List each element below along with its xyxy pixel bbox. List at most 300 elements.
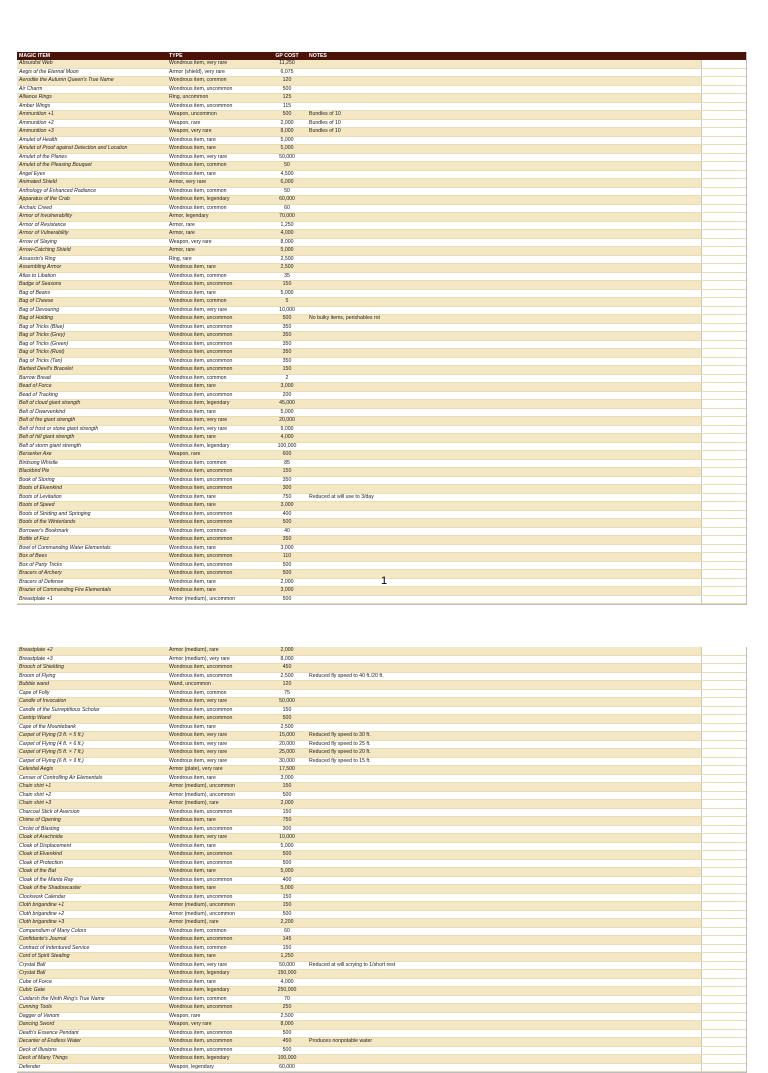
- item-name-cell: Carpet of Flying (4 ft. × 6 ft.): [17, 740, 167, 749]
- gp-cost-cell: 2,500: [267, 264, 307, 273]
- table-row: [17, 391, 746, 400]
- gp-cost-cell: 3,000: [267, 502, 307, 511]
- notes-cell: [307, 808, 701, 817]
- gp-cost-cell: 500: [267, 595, 307, 604]
- spacer-cell: [701, 953, 746, 962]
- spacer-cell: [701, 851, 746, 860]
- gp-cost-cell: 350: [267, 536, 307, 545]
- item-name-cell: Ammunition +1: [17, 111, 167, 120]
- gp-cost-cell: 5,000: [267, 408, 307, 417]
- table-row: [17, 153, 746, 162]
- table-row: [17, 459, 746, 468]
- item-name-cell: Bag of Devouring: [17, 306, 167, 315]
- header-magic-item: MAGIC ITEM: [17, 52, 167, 60]
- spacer-cell: [701, 417, 746, 426]
- item-name-cell: Breastplate +2: [17, 647, 167, 655]
- notes-cell: [307, 791, 701, 800]
- item-type-cell: Wondrous item, very rare: [167, 425, 267, 434]
- gp-cost-cell: 3,000: [267, 383, 307, 392]
- notes-cell: [307, 332, 701, 341]
- notes-cell: Reduced at will use to 3/day: [307, 493, 701, 502]
- item-type-cell: Wondrous item, uncommon: [167, 715, 267, 724]
- notes-cell: [307, 323, 701, 332]
- notes-cell: [307, 281, 701, 290]
- item-name-cell: Assembling Armor: [17, 264, 167, 273]
- item-type-cell: Wondrous item, common: [167, 204, 267, 213]
- item-type-cell: Wondrous item, rare: [167, 953, 267, 962]
- notes-cell: [307, 868, 701, 877]
- item-name-cell: Arrow of Slaying: [17, 238, 167, 247]
- gp-cost-cell: 500: [267, 791, 307, 800]
- spacer-cell: [701, 476, 746, 485]
- item-name-cell: Belt of hill giant strength: [17, 434, 167, 443]
- notes-cell: [307, 374, 701, 383]
- item-type-cell: Weapon, very rare: [167, 128, 267, 137]
- spacer-cell: [701, 408, 746, 417]
- spacer-cell: [701, 221, 746, 230]
- table-row: [17, 68, 746, 77]
- notes-cell: [307, 919, 701, 928]
- spacer-cell: [701, 910, 746, 919]
- item-type-cell: Wondrous item, common: [167, 689, 267, 698]
- item-name-cell: Cloak of Displacement: [17, 842, 167, 851]
- item-name-cell: Belt of Dwarvenkind: [17, 408, 167, 417]
- spacer-cell: [701, 111, 746, 120]
- gp-cost-cell: 350: [267, 323, 307, 332]
- spacer-cell: [701, 204, 746, 213]
- item-type-cell: Wondrous item, uncommon: [167, 391, 267, 400]
- item-type-cell: Wondrous item, uncommon: [167, 851, 267, 860]
- item-type-cell: Wondrous item, uncommon: [167, 332, 267, 341]
- table-row: [17, 681, 746, 690]
- notes-cell: [307, 272, 701, 281]
- table-row: [17, 179, 746, 188]
- table-row: [17, 757, 746, 766]
- gp-cost-cell: 500: [267, 315, 307, 324]
- item-name-cell: Amulet of the Planes: [17, 153, 167, 162]
- gp-cost-cell: 17,500: [267, 766, 307, 775]
- gp-cost-cell: 4,500: [267, 170, 307, 179]
- notes-cell: [307, 655, 701, 664]
- table-row: [17, 230, 746, 239]
- notes-cell: [307, 153, 701, 162]
- gp-cost-cell: 300: [267, 485, 307, 494]
- item-type-cell: Wand, uncommon: [167, 681, 267, 690]
- notes-cell: [307, 102, 701, 111]
- spacer-cell: [701, 715, 746, 724]
- gp-cost-cell: 4,000: [267, 434, 307, 443]
- spacer-cell: [701, 400, 746, 409]
- table-row: [17, 808, 746, 817]
- gp-cost-cell: 150: [267, 468, 307, 477]
- notes-cell: [307, 145, 701, 154]
- item-name-cell: Cuidarsh the Ninth Ring's True Name: [17, 995, 167, 1004]
- item-name-cell: Breastplate +3: [17, 655, 167, 664]
- gp-cost-cell: 8,000: [267, 238, 307, 247]
- item-name-cell: Box of Bees: [17, 553, 167, 562]
- gp-cost-cell: 5,000: [267, 136, 307, 145]
- item-type-cell: Wondrous item, rare: [167, 502, 267, 511]
- item-name-cell: Boots of Speed: [17, 502, 167, 511]
- item-name-cell: Cubic Gate: [17, 987, 167, 996]
- table-row: [17, 476, 746, 485]
- notes-cell: Produces nonpotable water: [307, 1038, 701, 1047]
- spacer-cell: [701, 740, 746, 749]
- notes-cell: [307, 196, 701, 205]
- item-name-cell: Bead of Tracking: [17, 391, 167, 400]
- gp-cost-cell: 500: [267, 561, 307, 570]
- notes-cell: [307, 306, 701, 315]
- table-row: [17, 111, 746, 120]
- spacer-cell: [701, 723, 746, 732]
- table-row: [17, 740, 746, 749]
- gp-cost-cell: 2,500: [267, 255, 307, 264]
- header-spacer: [701, 52, 746, 60]
- table-row: [17, 791, 746, 800]
- item-name-cell: Amber Wings: [17, 102, 167, 111]
- notes-cell: [307, 502, 701, 511]
- page-number: 1: [380, 575, 388, 587]
- spacer-cell: [701, 485, 746, 494]
- item-type-cell: Wondrous item, legendary: [167, 442, 267, 451]
- table-row: [17, 272, 746, 281]
- item-type-cell: Wondrous item, rare: [167, 289, 267, 298]
- item-type-cell: Wondrous item, very rare: [167, 757, 267, 766]
- gp-cost-cell: 60,000: [267, 1063, 307, 1072]
- header-gp-cost: GP COST: [267, 52, 307, 60]
- spacer-cell: [701, 179, 746, 188]
- table-row: [17, 961, 746, 970]
- table-row: [17, 944, 746, 953]
- gp-cost-cell: 2,500: [267, 723, 307, 732]
- item-name-cell: Chain shirt +3: [17, 800, 167, 809]
- spacer-cell: [701, 349, 746, 358]
- item-type-cell: Wondrous item, rare: [167, 978, 267, 987]
- item-name-cell: Anthology of Enhanced Radiance: [17, 187, 167, 196]
- item-name-cell: Bag of Tricks (Grey): [17, 332, 167, 341]
- item-type-cell: Armor (shield), very rare: [167, 68, 267, 77]
- notes-cell: [307, 170, 701, 179]
- gp-cost-cell: 150: [267, 902, 307, 911]
- notes-cell: [307, 519, 701, 528]
- table-row: [17, 851, 746, 860]
- spacer-cell: [701, 502, 746, 511]
- item-type-cell: Wondrous item, uncommon: [167, 553, 267, 562]
- item-type-cell: Wondrous item, uncommon: [167, 1038, 267, 1047]
- gp-cost-cell: 100,000: [267, 442, 307, 451]
- gp-cost-cell: 1,250: [267, 221, 307, 230]
- spacer-cell: [701, 255, 746, 264]
- spacer-cell: [701, 664, 746, 673]
- item-name-cell: Dancing Sword: [17, 1021, 167, 1030]
- table-row: [17, 1004, 746, 1013]
- item-type-cell: Wondrous item, common: [167, 162, 267, 171]
- table-row: [17, 587, 746, 596]
- item-name-cell: Ammunition +3: [17, 128, 167, 137]
- gp-cost-cell: 30,000: [267, 757, 307, 766]
- table-body: [17, 647, 746, 1072]
- table-row: [17, 749, 746, 758]
- notes-cell: [307, 1012, 701, 1021]
- item-type-cell: Wondrous item, very rare: [167, 153, 267, 162]
- item-type-cell: Armor (medium), uncommon: [167, 791, 267, 800]
- notes-cell: [307, 179, 701, 188]
- item-name-cell: Book of Storing: [17, 476, 167, 485]
- item-name-cell: Cape of the Mountebank: [17, 723, 167, 732]
- table-row: [17, 715, 746, 724]
- item-name-cell: Ammunition +2: [17, 119, 167, 128]
- spacer-cell: [701, 434, 746, 443]
- spacer-cell: [701, 162, 746, 171]
- item-type-cell: Wondrous item, rare: [167, 264, 267, 273]
- spacer-cell: [701, 1004, 746, 1013]
- spacer-cell: [701, 834, 746, 843]
- gp-cost-cell: 60,000: [267, 196, 307, 205]
- table-row: [17, 970, 746, 979]
- table-row: [17, 298, 746, 307]
- gp-cost-cell: 11,250: [267, 60, 307, 68]
- item-type-cell: Wondrous item, uncommon: [167, 519, 267, 528]
- item-type-cell: Weapon, legendary: [167, 1063, 267, 1072]
- gp-cost-cell: 250,000: [267, 987, 307, 996]
- gp-cost-cell: 10,000: [267, 306, 307, 315]
- spacer-cell: [701, 85, 746, 94]
- spacer-cell: [701, 876, 746, 885]
- table-row: [17, 442, 746, 451]
- notes-cell: [307, 383, 701, 392]
- notes-cell: [307, 544, 701, 553]
- gp-cost-cell: 5,000: [267, 145, 307, 154]
- item-table-page-1: [17, 52, 747, 605]
- spacer-cell: [701, 783, 746, 792]
- table-row: [17, 332, 746, 341]
- item-type-cell: Wondrous item, rare: [167, 136, 267, 145]
- table-row: [17, 723, 746, 732]
- item-name-cell: Breastplate +1: [17, 595, 167, 604]
- spacer-cell: [701, 383, 746, 392]
- item-type-cell: Armor (medium), rare: [167, 800, 267, 809]
- notes-cell: [307, 357, 701, 366]
- notes-cell: Bundles of 10: [307, 119, 701, 128]
- item-name-cell: Decanter of Endless Water: [17, 1038, 167, 1047]
- spacer-cell: [701, 944, 746, 953]
- item-type-cell: Wondrous item, rare: [167, 885, 267, 894]
- gp-cost-cell: 600: [267, 451, 307, 460]
- gp-cost-cell: 350: [267, 332, 307, 341]
- table-row: [17, 868, 746, 877]
- item-name-cell: Confidante's Journal: [17, 936, 167, 945]
- notes-cell: [307, 366, 701, 375]
- table-row: [17, 485, 746, 494]
- item-name-cell: Defender: [17, 1063, 167, 1072]
- item-name-cell: Bowl of Commanding Water Elementals: [17, 544, 167, 553]
- spacer-cell: [701, 357, 746, 366]
- table-row: [17, 936, 746, 945]
- item-name-cell: Assassin's Ring: [17, 255, 167, 264]
- spacer-cell: [701, 340, 746, 349]
- table-row: [17, 417, 746, 426]
- notes-cell: [307, 987, 701, 996]
- item-type-cell: Wondrous item, rare: [167, 544, 267, 553]
- item-name-cell: Cloth brigandine +1: [17, 902, 167, 911]
- table-row: [17, 128, 746, 137]
- gp-cost-cell: 75: [267, 689, 307, 698]
- gp-cost-cell: 500: [267, 1046, 307, 1055]
- spacer-cell: [701, 868, 746, 877]
- gp-cost-cell: 200: [267, 391, 307, 400]
- item-name-cell: Alliance Rings: [17, 94, 167, 103]
- table-row: [17, 1029, 746, 1038]
- gp-cost-cell: 145: [267, 936, 307, 945]
- spacer-cell: [701, 264, 746, 273]
- gp-cost-cell: 300: [267, 825, 307, 834]
- table-row: [17, 187, 746, 196]
- spacer-cell: [701, 102, 746, 111]
- header-notes: NOTES: [307, 52, 701, 60]
- item-table-page-2: [17, 647, 747, 1073]
- item-name-cell: Cape of Folly: [17, 689, 167, 698]
- table-row: [17, 136, 746, 145]
- item-type-cell: Wondrous item, rare: [167, 170, 267, 179]
- spacer-cell: [701, 842, 746, 851]
- notes-cell: [307, 681, 701, 690]
- notes-cell: Reduced at will scrying to 1/short rest: [307, 961, 701, 970]
- spacer-cell: [701, 544, 746, 553]
- gp-cost-cell: 50,000: [267, 961, 307, 970]
- table-row: [17, 349, 746, 358]
- gp-cost-cell: 2,000: [267, 647, 307, 655]
- spacer-cell: [701, 919, 746, 928]
- spacer-cell: [701, 332, 746, 341]
- spacer-cell: [701, 817, 746, 826]
- item-type-cell: Wondrous item, uncommon: [167, 349, 267, 358]
- table-row: [17, 425, 746, 434]
- spacer-cell: [701, 153, 746, 162]
- spacer-cell: [701, 927, 746, 936]
- item-type-cell: Armor, rare: [167, 221, 267, 230]
- item-name-cell: Cloak of Arachnida: [17, 834, 167, 843]
- gp-cost-cell: 110: [267, 553, 307, 562]
- spacer-cell: [701, 425, 746, 434]
- table-row: [17, 987, 746, 996]
- item-type-cell: Wondrous item, legendary: [167, 196, 267, 205]
- spacer-cell: [701, 978, 746, 987]
- notes-cell: [307, 451, 701, 460]
- notes-cell: [307, 800, 701, 809]
- table-row: [17, 834, 746, 843]
- table-row: [17, 519, 746, 528]
- item-name-cell: Cloak of the Manta Ray: [17, 876, 167, 885]
- item-name-cell: Cloth brigandine +2: [17, 910, 167, 919]
- notes-cell: [307, 970, 701, 979]
- item-type-cell: Armor, legendary: [167, 213, 267, 222]
- spacer-cell: [701, 1038, 746, 1047]
- gp-cost-cell: 500: [267, 851, 307, 860]
- item-name-cell: Carpet of Flying (3 ft. × 5 ft.): [17, 732, 167, 741]
- item-name-cell: Borrower's Bookmark: [17, 527, 167, 536]
- table-row: [17, 493, 746, 502]
- notes-cell: [307, 459, 701, 468]
- item-name-cell: Cantrip Wand: [17, 715, 167, 724]
- spacer-cell: [701, 1046, 746, 1055]
- item-type-cell: Armor (medium), very rare: [167, 655, 267, 664]
- notes-cell: No bulky items, perishables rot: [307, 315, 701, 324]
- notes-cell: [307, 247, 701, 256]
- table-row: [17, 374, 746, 383]
- table-row: [17, 1038, 746, 1047]
- item-name-cell: Atlas to Libation: [17, 272, 167, 281]
- spacer-cell: [701, 553, 746, 562]
- gp-cost-cell: 6,075: [267, 68, 307, 77]
- item-name-cell: Chain shirt +1: [17, 783, 167, 792]
- table-row: [17, 357, 746, 366]
- spacer-cell: [701, 451, 746, 460]
- item-type-cell: Wondrous item, rare: [167, 145, 267, 154]
- notes-cell: [307, 706, 701, 715]
- gp-cost-cell: 500: [267, 1029, 307, 1038]
- gp-cost-cell: 35: [267, 272, 307, 281]
- gp-cost-cell: 2,000: [267, 578, 307, 587]
- spacer-cell: [701, 170, 746, 179]
- table-row: [17, 451, 746, 460]
- item-name-cell: Deck of Many Things: [17, 1055, 167, 1064]
- notes-cell: [307, 425, 701, 434]
- item-name-cell: Badge of Seasons: [17, 281, 167, 290]
- spacer-cell: [701, 68, 746, 77]
- spacer-cell: [701, 800, 746, 809]
- header-type: TYPE: [167, 52, 267, 60]
- notes-cell: Reduced fly speed to 15 ft.: [307, 757, 701, 766]
- gp-cost-cell: 500: [267, 570, 307, 579]
- item-name-cell: Birdsong Whistle: [17, 459, 167, 468]
- notes-cell: [307, 723, 701, 732]
- item-type-cell: Wondrous item, uncommon: [167, 936, 267, 945]
- notes-cell: [307, 255, 701, 264]
- spacer-cell: [701, 749, 746, 758]
- item-type-cell: Wondrous item, uncommon: [167, 561, 267, 570]
- table-row: [17, 553, 746, 562]
- gp-cost-cell: 450: [267, 664, 307, 673]
- item-type-cell: Wondrous item, uncommon: [167, 1046, 267, 1055]
- spacer-cell: [701, 893, 746, 902]
- notes-cell: [307, 1029, 701, 1038]
- item-type-cell: Wondrous item, uncommon: [167, 893, 267, 902]
- item-name-cell: Bottle of Fizz: [17, 536, 167, 545]
- gp-cost-cell: 60: [267, 204, 307, 213]
- table-row: [17, 408, 746, 417]
- table-row: [17, 434, 746, 443]
- item-name-cell: Cloak of Protection: [17, 859, 167, 868]
- notes-cell: [307, 349, 701, 358]
- gp-cost-cell: 350: [267, 349, 307, 358]
- spacer-cell: [701, 60, 746, 68]
- spacer-cell: [701, 366, 746, 375]
- table-row: [17, 910, 746, 919]
- notes-cell: [307, 408, 701, 417]
- item-name-cell: Belt of frost or stone giant strength: [17, 425, 167, 434]
- table-row: [17, 340, 746, 349]
- notes-cell: [307, 238, 701, 247]
- item-type-cell: Wondrous item, legendary: [167, 987, 267, 996]
- spacer-cell: [701, 493, 746, 502]
- item-type-cell: Armor, rare: [167, 230, 267, 239]
- item-type-cell: Weapon, very rare: [167, 238, 267, 247]
- gp-cost-cell: 6,000: [267, 179, 307, 188]
- notes-cell: Bundles of 10: [307, 111, 701, 120]
- item-name-cell: Contract of Indentured Service: [17, 944, 167, 953]
- item-name-cell: Crystal Ball: [17, 961, 167, 970]
- item-type-cell: Ring, rare: [167, 255, 267, 264]
